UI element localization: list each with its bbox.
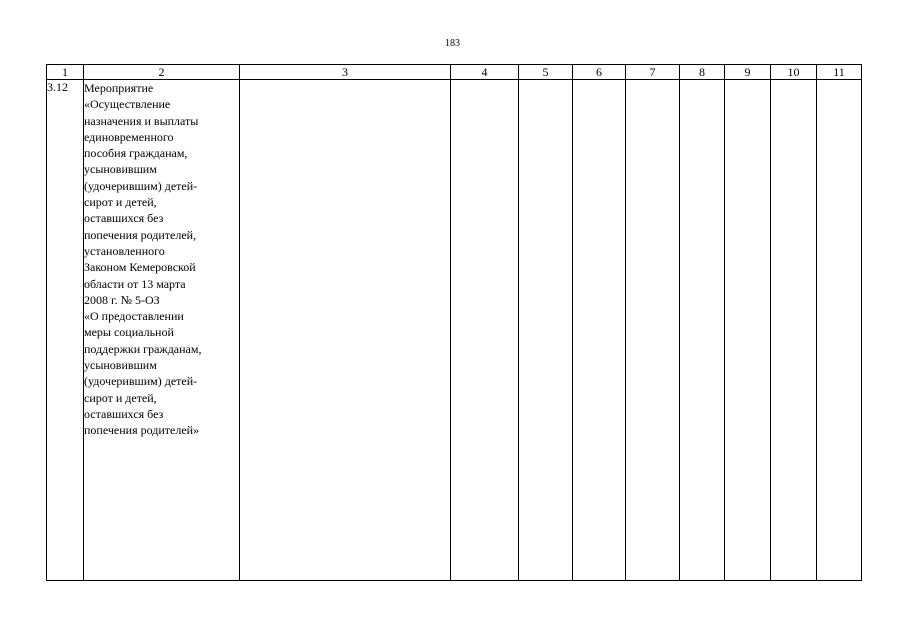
table-row [47, 80, 862, 581]
row-cell-11 [817, 80, 862, 581]
page-number: 183 [445, 38, 460, 49]
row-description-cell: Мероприятие «Осуществление назначения и выплаты единовременного пособия гражданам, усыновившим (удочерившим) детей- сирот и детей, оставшихся без попечения родителей, установленного Законом Кемеровской области от 13 марта 2008 г. № 5-ОЗ «О предоставлении меры социальной поддержки гражданам, усыновившим (удочерившим) детей- сирот и детей, оставшихся без попечения родителей» [84, 80, 240, 581]
column-header-2: 2 [84, 65, 240, 80]
column-header-10: 10 [771, 65, 817, 80]
row-cell-3 [240, 80, 451, 581]
row-cell-8 [680, 80, 725, 581]
column-header-8: 8 [680, 65, 725, 80]
column-header-9: 9 [725, 65, 771, 80]
column-header-6: 6 [573, 65, 626, 80]
row-number-cell: 3.12 [47, 80, 84, 581]
row-cell-10 [771, 80, 817, 581]
column-header-7: 7 [626, 65, 680, 80]
row-cell-5 [519, 80, 573, 581]
row-cell-4 [451, 80, 519, 581]
column-header-4: 4 [451, 65, 519, 80]
header-row [47, 65, 862, 80]
column-header-1: 1 [47, 65, 84, 80]
column-header-5: 5 [519, 65, 573, 80]
row-cell-9 [725, 80, 771, 581]
column-header-3: 3 [240, 65, 451, 80]
data-table [46, 64, 862, 581]
row-cell-7 [626, 80, 680, 581]
row-cell-6 [573, 80, 626, 581]
column-header-11: 11 [817, 65, 862, 80]
